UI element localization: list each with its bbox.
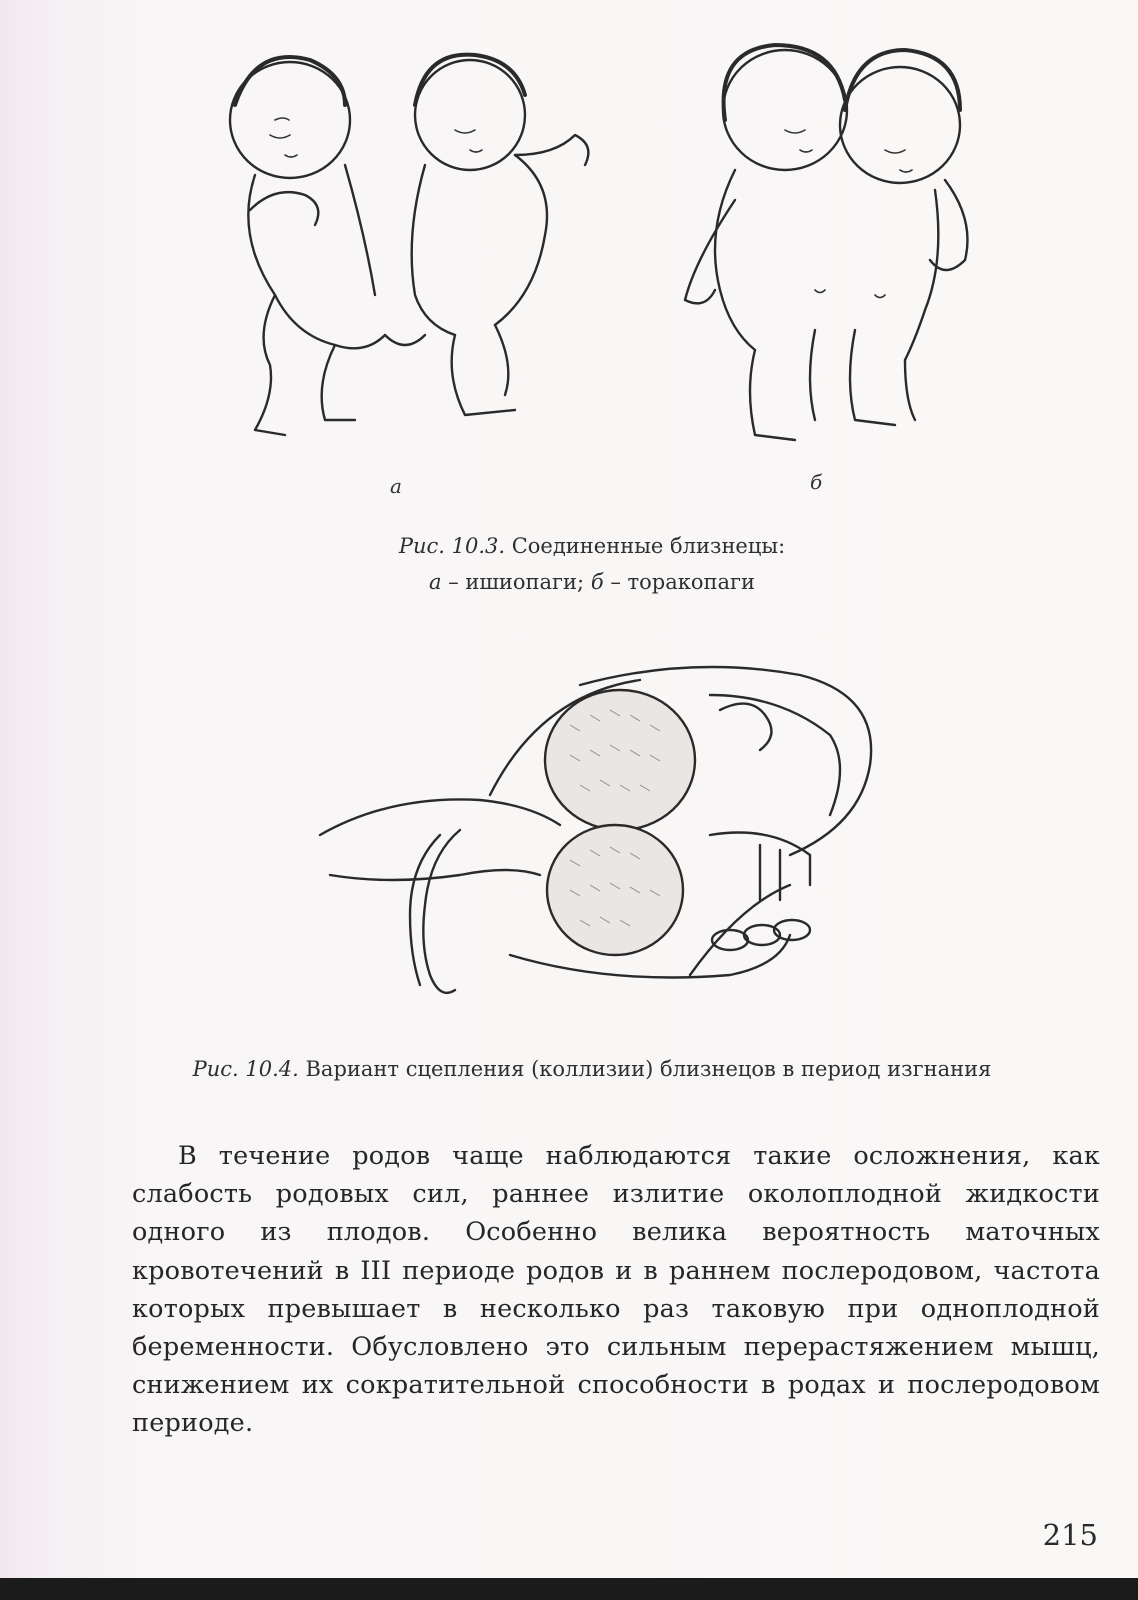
caption-letter-b: б: [590, 570, 604, 594]
figure-10-3-a-illustration: [215, 35, 615, 455]
figure-10-3-caption-title: Соединенные близнецы:: [505, 534, 786, 558]
figure-10-4-caption-text: Вариант сцепления (коллизии) близнецов в период изгнания: [298, 1057, 992, 1081]
figure-10-3-caption-lead: Рис. 10.3.: [398, 534, 506, 558]
figure-10-4-caption: [0, 1053, 1138, 1085]
figure-10-3-caption-line2: [0, 566, 1138, 598]
figure-10-3-b-illustration: [675, 30, 985, 460]
figure-10-3-label-a: а: [390, 474, 402, 498]
scan-bottom-edge: [0, 1578, 1138, 1600]
body-paragraph: В течение родов чаще наблюдаются такие осложнения, как слабость родовых сил, раннее излитие околоплодной жидкости одного из плодов. Особенно велика вероятность маточных кровотечений в III периоде родов и в раннем послеродовом, частота которых превышает в несколько раз таковую при одноплодной беременности. Обусловлено это сильным перерастяжением мышц, снижением их сократительной способности в родах и послеродовом периоде.: [132, 1141, 1100, 1439]
caption-text-a: – ишиопаги;: [441, 570, 591, 594]
figure-10-4-caption-lead: Рис. 10.4.: [192, 1057, 299, 1081]
caption-text-b: – торакопаги: [603, 570, 755, 594]
figure-10-3-caption: [0, 530, 1138, 562]
page-number: 215: [1042, 1518, 1098, 1552]
caption-letter-a: а: [429, 570, 442, 594]
figure-10-3-label-b: б: [810, 470, 823, 494]
figure-10-4-illustration: [310, 655, 890, 1025]
